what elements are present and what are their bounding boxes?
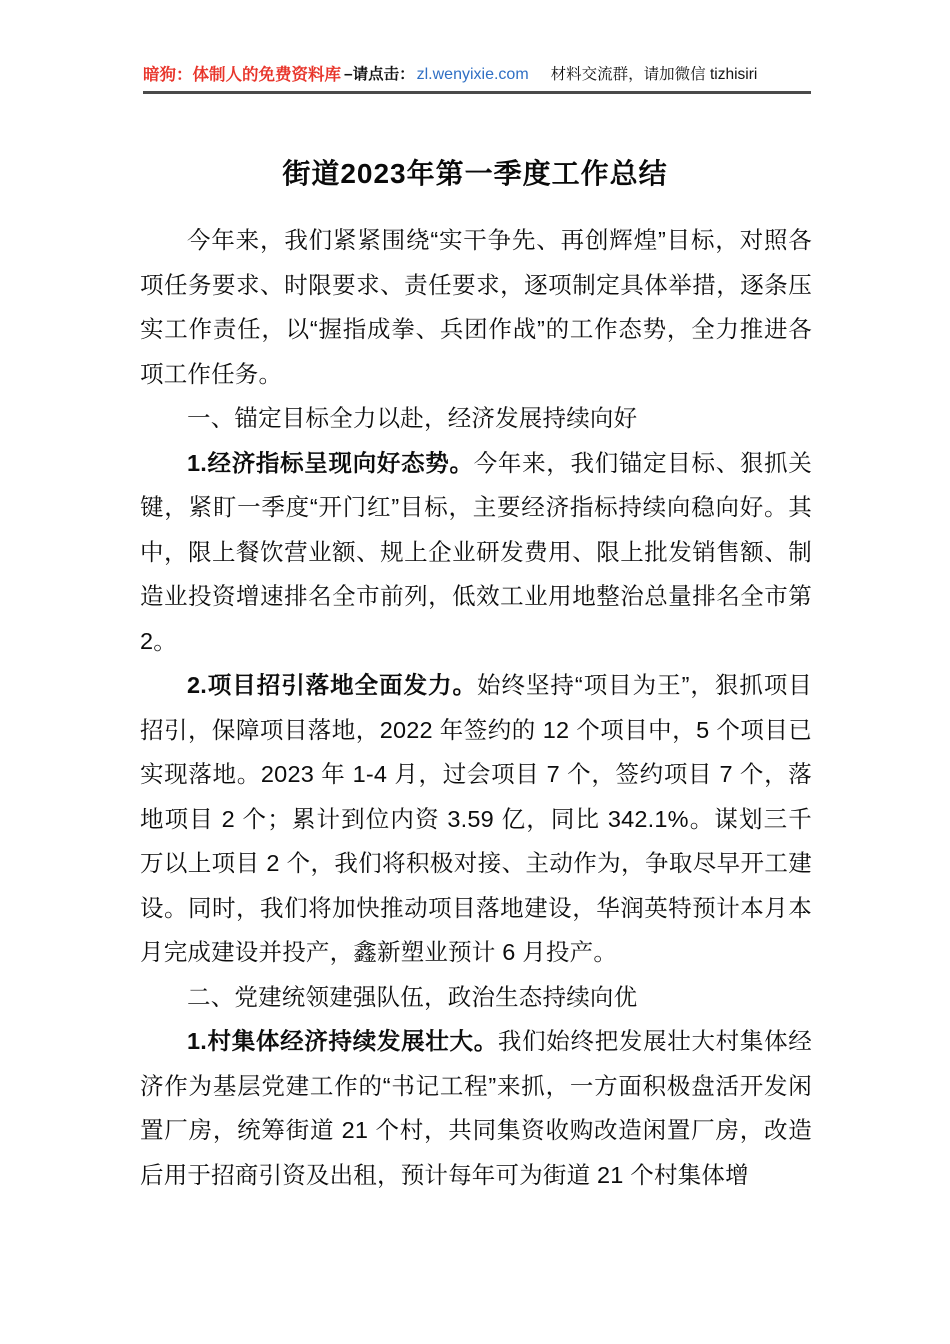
- header-divider-rule: [143, 91, 811, 94]
- promo-website-link[interactable]: zl.wenyixie.com: [416, 66, 529, 83]
- section-heading-2: [140, 975, 812, 1020]
- promo-wechat-text: 材料交流群，请加微信 tizhisiri: [550, 66, 758, 84]
- document-body: [140, 218, 812, 1197]
- page-title: 街道2023年第一季度工作总结: [282, 158, 668, 189]
- paragraph-item-1-2: [140, 663, 812, 975]
- paragraph-item-1-1: [140, 441, 812, 664]
- paragraph-item-2-1: [140, 1019, 812, 1197]
- paragraph-text: 今年来，我们紧紧围绕“实干争先、再创辉煌”目标，对照各项任务要求、时限要求、责任要求，逐项制定具体举措，逐条压实工作责任，以“握指成拳、兵团作战”的工作态势，全力推进各项工作任务。: [140, 227, 812, 387]
- paragraph-text: 今年来，我们锚定目标、狠抓关键，紧盯一季度“开门红”目标，主要经济指标持续向稳向好。其中，限上餐饮营业额、规上企业研发费用、限上批发销售额、制造业投资增速排名全市前列，低效工业用地整治总量排名全市第 2。: [140, 449, 812, 654]
- paragraph-text: 我们始终把发展壮大村集体经济作为基层党建工作的“书记工程”来抓，一方面积极盘活开发闲置厂房，统筹街道 21 个村，共同集资收购改造闲置厂房，改造后用于招商引资及出租，预计每年可为街道 21 个村集体增: [140, 1028, 812, 1188]
- paragraph-text: 始终坚持“项目为王”，狠抓项目招引，保障项目落地，2022 年签约的 12 个项目中，5 个项目已实现落地。2023 年 1-4 月，过会项目 7 个，签约项目 7 个，落地项目 2 个；累计到位内资 3.59 亿，同比 342.1%。谋划三千万以上项目 2 个，我们将积极对接、主动作为，争取尽早开工建设。同时，我们将加快推动项目落地建设，华润英特预计本月本月完成建设并投产，鑫新塑业预计 6 月投产。: [140, 672, 812, 965]
- paragraph-lead-in: 1.经济指标呈现向好态势。: [187, 449, 474, 476]
- paragraph-lead-in: 2.项目招引落地全面发力。: [187, 672, 477, 698]
- section-heading-text: 二、党建统领建强队伍，政治生态持续向优: [187, 983, 638, 1010]
- section-heading-text: 一、锚定目标全力以赴，经济发展持续向好: [187, 405, 638, 431]
- paragraph-lead-in: 1.村集体经济持续发展壮大。: [187, 1028, 498, 1054]
- promo-click-prompt: –请点击：: [344, 66, 415, 84]
- promo-banner: [143, 58, 811, 92]
- paragraph-intro: [140, 218, 812, 396]
- promo-brand-text: 暗狗：体制人的免费资料库: [143, 65, 341, 84]
- section-heading-1: [140, 396, 812, 441]
